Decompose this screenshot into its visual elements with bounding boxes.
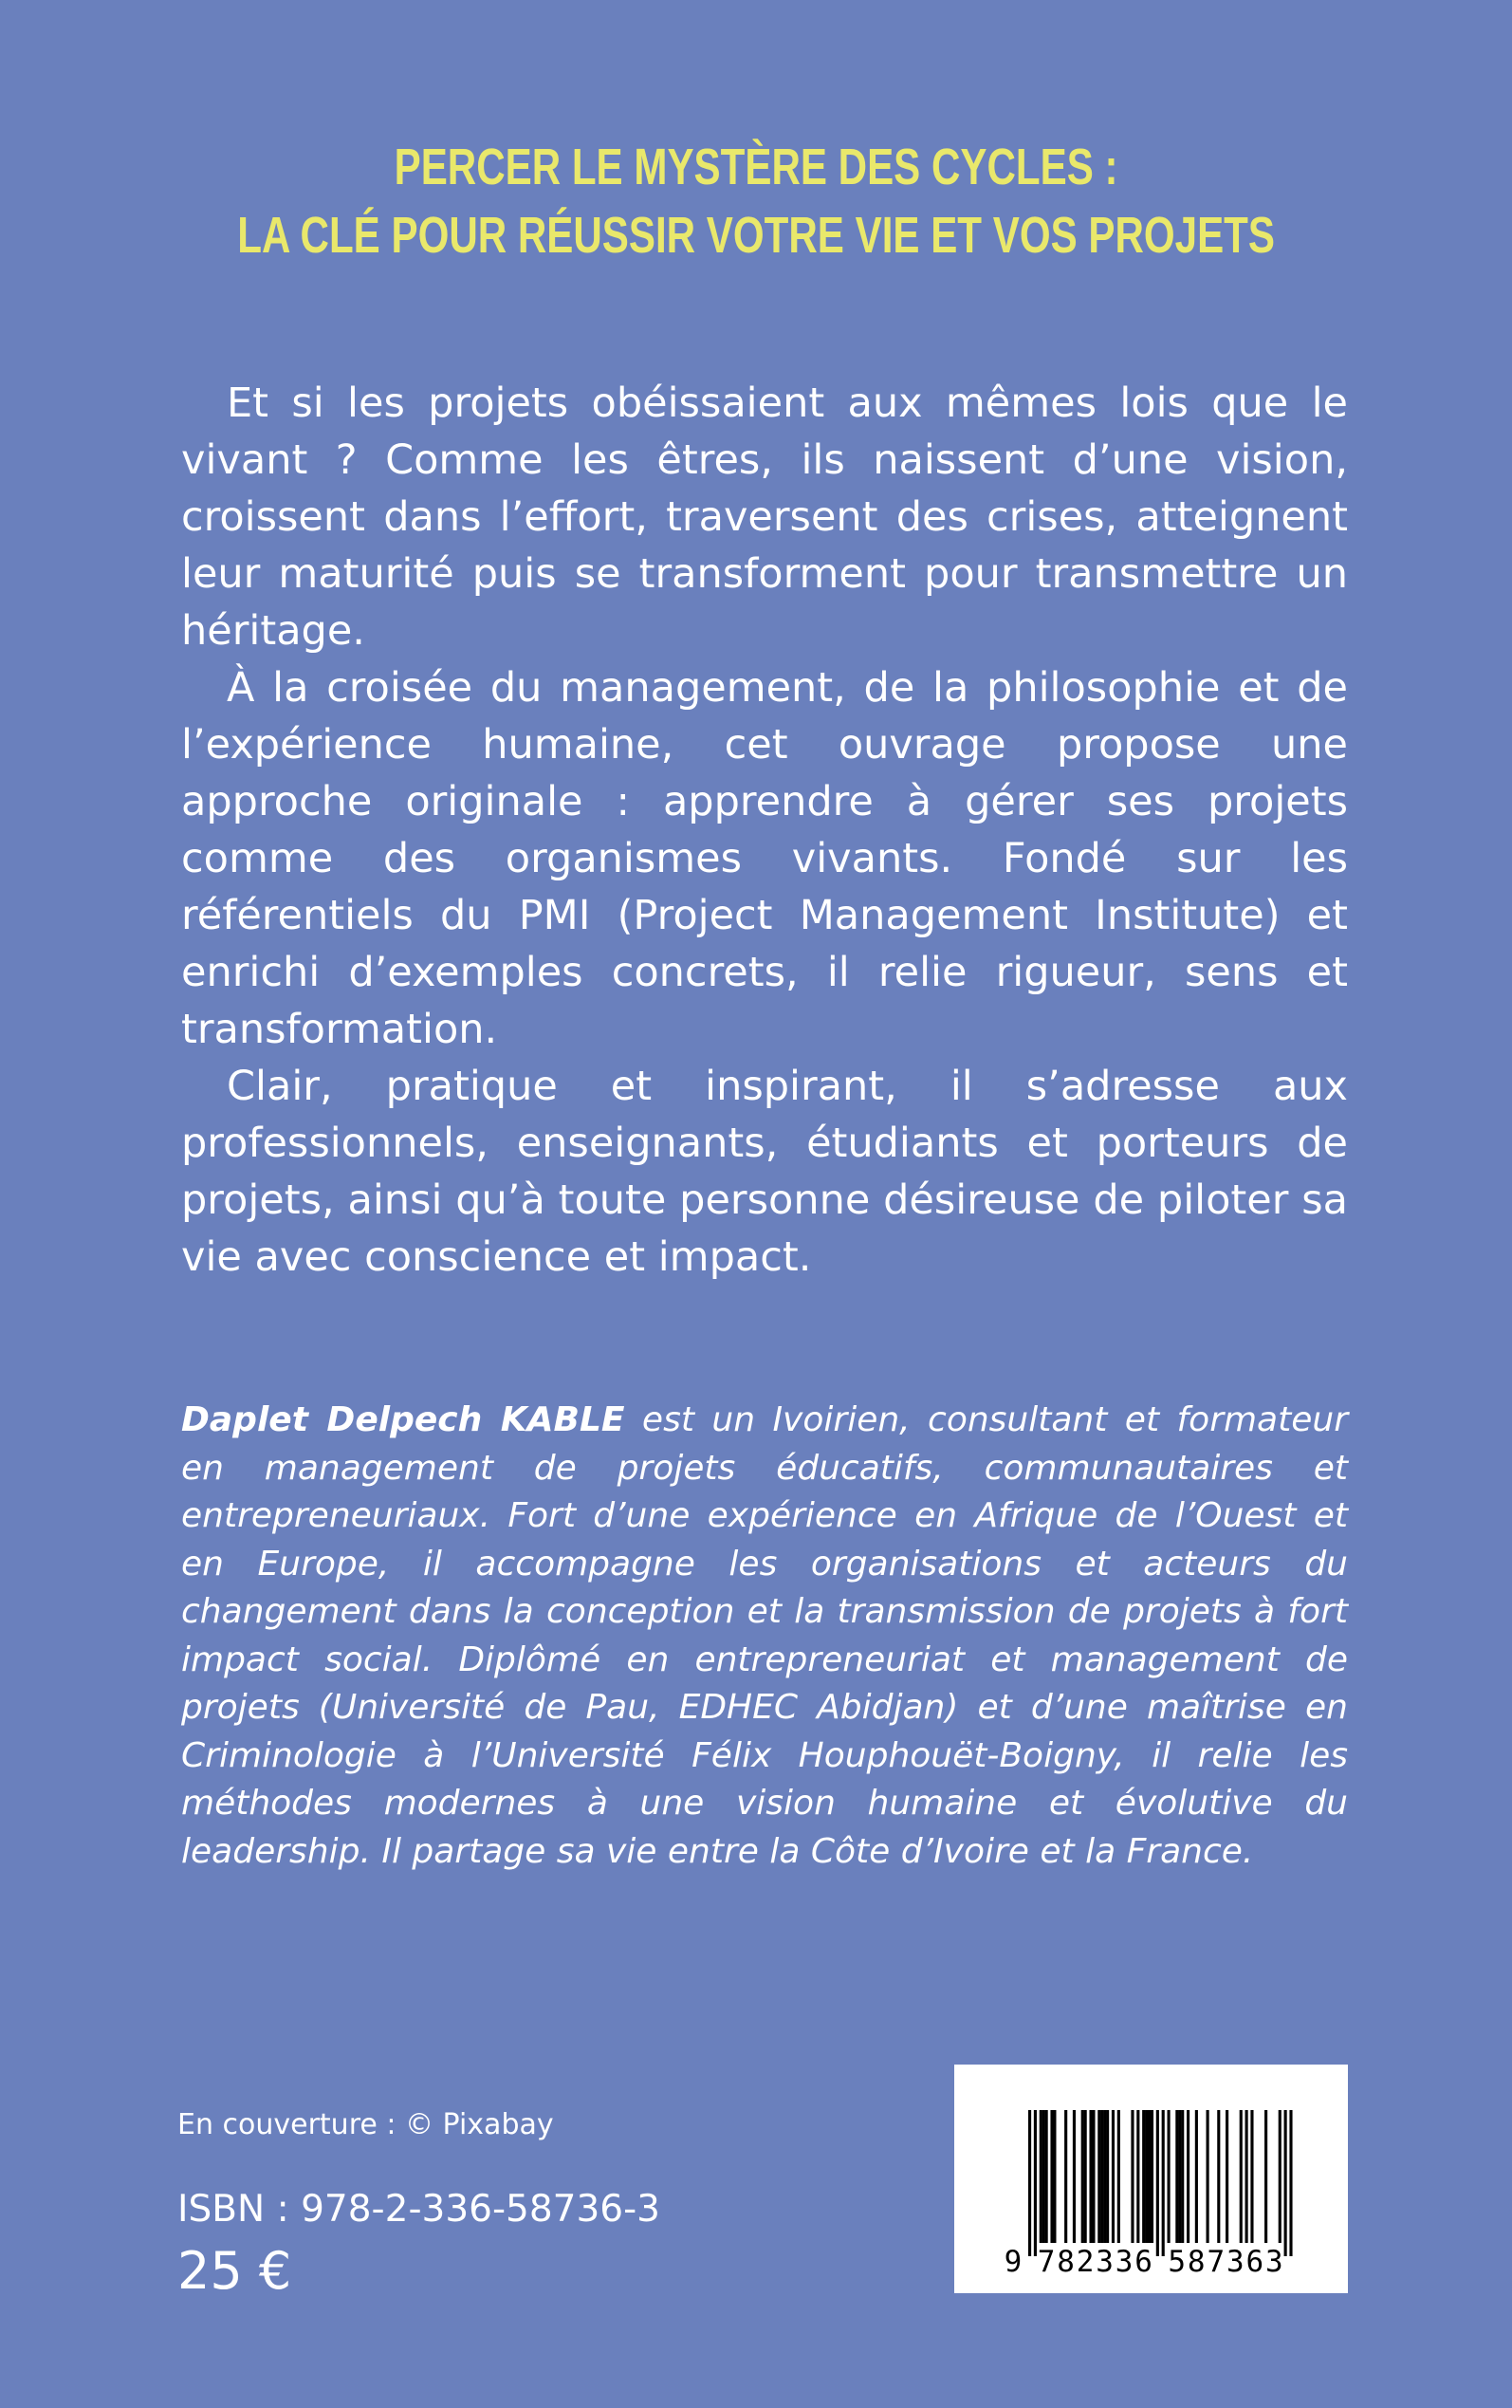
barcode-bar [1245,2110,1248,2243]
barcode-digit: 3 [1226,2245,1245,2279]
barcode-digit: 7 [1207,2245,1226,2279]
blurb-paragraph: À la croisée du management, de la philosophie et de l’expérience humaine, cet ouvrage propose une approche originale : apprendre à gérer ses projets comme des organismes vivants. Fondé sur les référentiels du PMI (Project Management Institute) et enrichi d’exemples concrets, il relie rigueur, sens et transformation. [181,664,1348,1053]
barcode-digit: 2 [1076,2245,1095,2279]
barcode-bar [1264,2110,1267,2243]
blurb-paragraph: Et si les projets obéissaient aux mêmes lois que le vivant ? Comme les êtres, ils naissent d’une vision, croissent dans l’effort, traversent des crises, atteignent leur maturité puis se transforment pour transmettre un héritage. [181,380,1348,655]
barcode-bar [1081,2110,1084,2243]
barcode-bar [1117,2110,1120,2243]
barcode-bar [1103,2110,1106,2243]
barcode-bar [1168,2110,1171,2243]
barcode-bar [1181,2110,1184,2243]
barcode-bar [1240,2110,1243,2243]
barcode-digit: 9 [1004,2245,1023,2279]
author-bio [181,1397,1348,1876]
barcode-bar [1207,2110,1209,2243]
barcode-bar [1089,2110,1092,2243]
barcode-digit: 7 [1037,2245,1056,2279]
barcode-bar [1131,2110,1134,2243]
barcode-bar [1040,2110,1042,2243]
barcode-bar [1187,2110,1189,2243]
title-line-2: LA CLÉ POUR RÉUSSIR VOTRE VIE ET VOS PROJETS [237,207,1275,264]
book-title [0,133,1512,269]
barcode-bar [1100,2110,1103,2243]
book-blurb [181,375,1348,1286]
barcode-bar [1178,2110,1181,2243]
barcode-bar [1097,2110,1100,2243]
price: 25 € [177,2241,292,2301]
barcode-graphic [954,2065,1348,2293]
barcode-bar [1084,2110,1087,2243]
barcode [954,2065,1348,2293]
barcode-bar [1250,2110,1253,2243]
barcode-digit: 5 [1168,2245,1187,2279]
barcode-digit: 3 [1115,2245,1134,2279]
barcode-bar [1148,2110,1151,2243]
barcode-bar [1226,2110,1228,2243]
barcode-digit: 6 [1134,2245,1152,2279]
isbn: ISBN : 978-2-336-58736-3 [177,2188,660,2231]
barcode-bar [1106,2110,1109,2243]
barcode-bar [1175,2110,1178,2243]
barcode-bar [1042,2110,1045,2243]
barcode-bar [1073,2110,1076,2243]
barcode-bar [1289,2110,1292,2256]
barcode-bar [1053,2110,1056,2243]
barcode-bar [1045,2110,1048,2243]
barcode-bar [1195,2110,1198,2243]
barcode-digit: 8 [1057,2245,1075,2279]
barcode-digit: 6 [1245,2245,1264,2279]
barcode-bar [1142,2110,1145,2243]
barcode-bar [1156,2110,1159,2256]
barcode-bar [1034,2110,1037,2256]
barcode-bar [1028,2110,1031,2256]
barcode-bar [1050,2110,1053,2243]
blurb-paragraph: Clair, pratique et inspirant, il s’adresse aux professionnels, enseignants, étudiants et porteurs de projets, ainsi qu’à toute personne désireuse de piloter sa vie avec conscience et impact. [181,1063,1348,1281]
barcode-bar [1112,2110,1115,2243]
barcode-digit: 3 [1264,2245,1283,2279]
barcode-bar [1151,2110,1153,2243]
barcode-bar [1145,2110,1148,2243]
barcode-bar [1064,2110,1067,2243]
barcode-digit: 8 [1187,2245,1206,2279]
cover-credit: En couverture : © Pixabay [177,2108,554,2141]
barcode-bar [1284,2110,1287,2256]
title-line-1: PERCER LE MYSTÈRE DES CYCLES : [394,139,1118,195]
barcode-bar [1092,2110,1095,2243]
author-bio-text: est un Ivoirien, consultant et formateur en management de projets éducatifs, communautaires et entrepreneuriaux. Fort d’une expérience en Afrique de l’Ouest et en Europe, il accompagne les organisations et acteurs du changement dans la conception et la transmission de projets à fort impact social. Diplômé en entrepreneuriat et management de projets (Université de Pau, EDHEC Abidjan) et d’une maîtrise en Criminologie à l’Université Félix Houphouët-Boigny, il relie les méthodes modernes à une vision humaine et évolutive du leadership. Il partage sa vie entre la Côte d’Ivoire et la France. [181,1400,1348,1871]
barcode-bar [1279,2110,1282,2243]
barcode-digit: 3 [1096,2245,1114,2279]
barcode-bar [1162,2110,1165,2256]
author-name: Daplet Delpech KABLE [181,1400,625,1439]
barcode-bar [1136,2110,1139,2243]
barcode-bar [1217,2110,1220,2243]
